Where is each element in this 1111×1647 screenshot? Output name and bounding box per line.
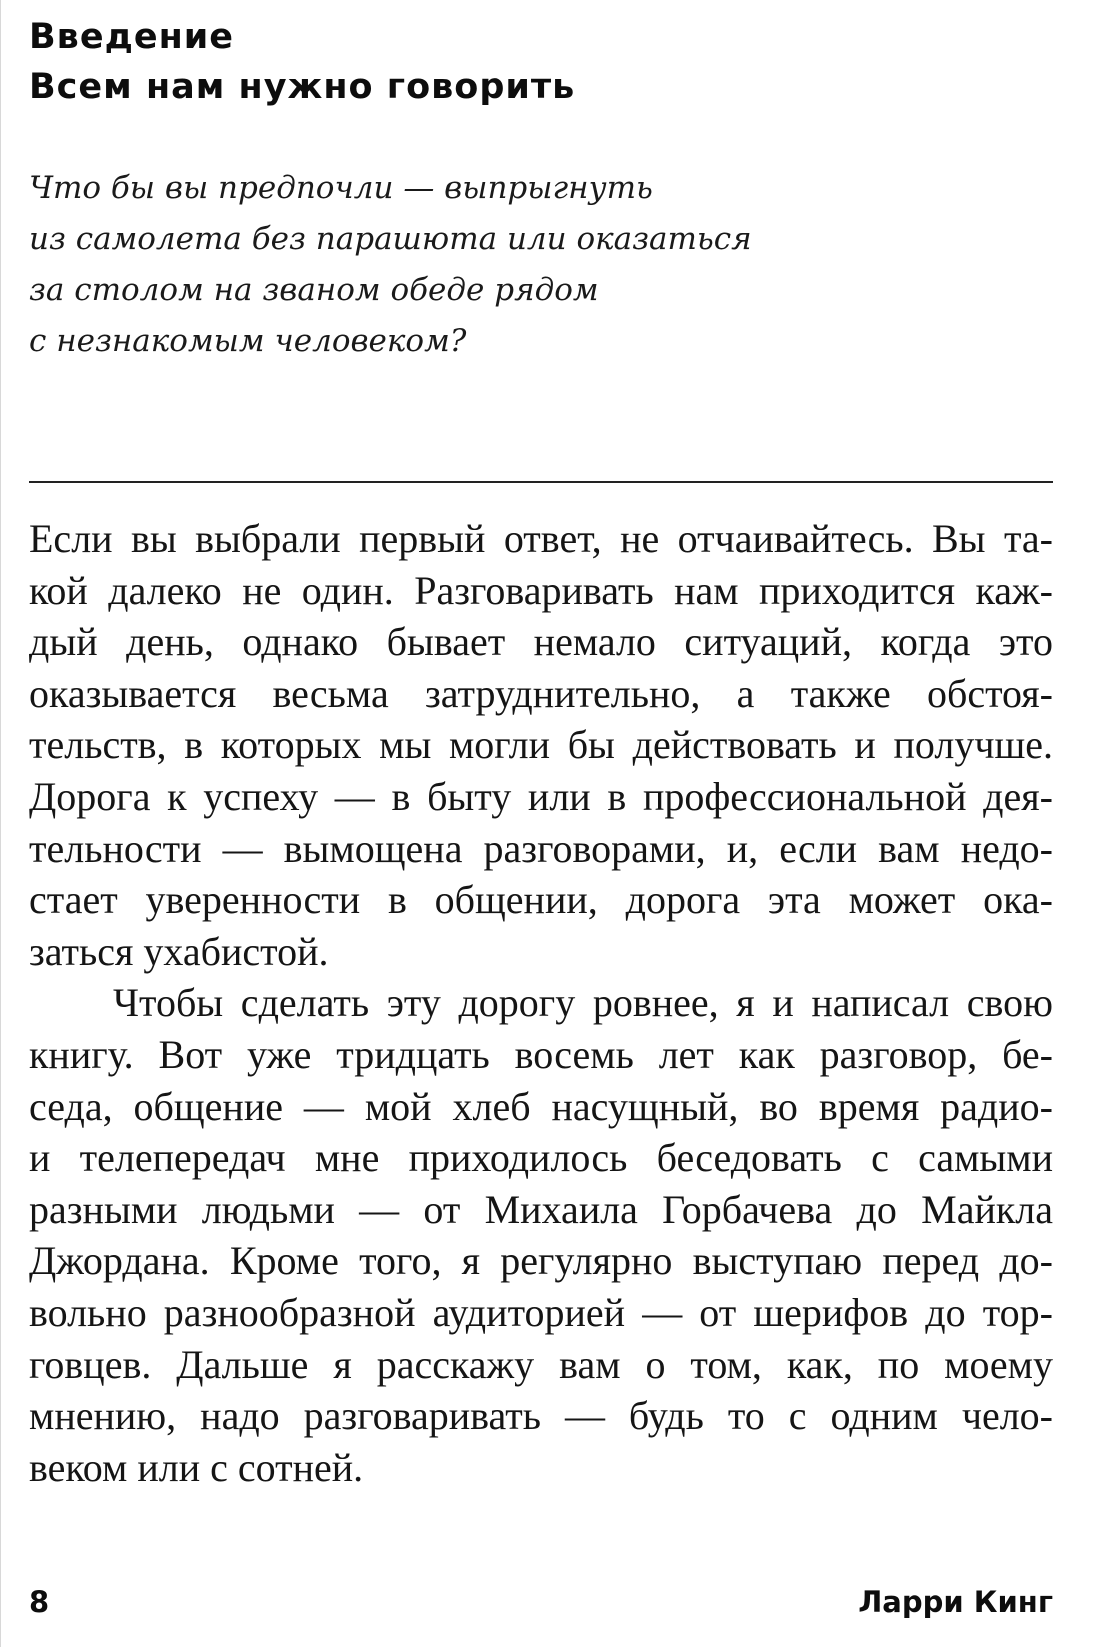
text-line: книгу. Вот уже тридцать восемь лет как разговор, бе- [29, 1031, 1053, 1077]
text-line: тельств, в которых мы могли бы действовать и получше. [29, 722, 1053, 768]
chapter-label: Введение [29, 17, 235, 57]
epigraph-line: из самолета без парашюта или оказаться [29, 221, 752, 257]
text-line: и телепередач мне приходилось беседовать с самыми [29, 1135, 1053, 1181]
text-line: вольно разнообразной аудиторией — от шерифов до тор- [29, 1289, 1053, 1335]
running-footer-author: Ларри Кинг [858, 1585, 1053, 1619]
text-line: тельности — вымощена разговорами, и, если вам недо- [29, 825, 1053, 871]
text-line: оказывается весьма затруднительно, а также обстоя- [29, 670, 1053, 716]
paragraph-2 [29, 977, 1053, 1493]
text-line: Джордана. Кроме того, я регулярно выступаю перед до- [29, 1238, 1053, 1284]
chapter-heading [29, 12, 1049, 112]
epigraph-line: Что бы вы предпочли — выпрыгнуть [29, 170, 653, 206]
text-line: Если вы выбрали первый ответ, не отчаивайтесь. Вы та- [29, 516, 1053, 561]
epigraph-line: за столом на званом обеде рядом [29, 272, 599, 308]
page-number: 8 [29, 1585, 50, 1619]
text-line: мнению, надо разговаривать — будь то с одним чело- [29, 1393, 1053, 1439]
text-line: заться ухабистой. [29, 928, 329, 974]
text-line: Дорога к успеху — в быту или в профессиональной дея- [29, 773, 1053, 819]
body-text [29, 513, 1053, 1493]
text-line: разными людьми — от Михаила Горбачева до Майкла [29, 1186, 1053, 1232]
paragraph-1 [29, 513, 1053, 977]
text-line: веком или с сотней. [29, 1444, 364, 1490]
text-line: Чтобы сделать эту дорогу ровнее, я и написал свою [113, 980, 1053, 1026]
text-line: кой далеко не один. Разговаривать нам приходится каж- [29, 567, 1053, 613]
epigraph [29, 163, 1029, 367]
epigraph-line: с незнакомым человеком? [29, 323, 467, 359]
chapter-title: Всем нам нужно говорить [29, 67, 576, 107]
text-line: дый день, однако бывает немало ситуаций, когда это [29, 619, 1053, 665]
text-line: говцев. Дальше я расскажу вам о том, как, по моему [29, 1341, 1053, 1387]
text-line: седа, общение — мой хлеб насущный, во время радио- [29, 1083, 1053, 1129]
text-line: стает уверенности в общении, дорога эта может ока- [29, 877, 1053, 923]
section-divider [29, 481, 1053, 483]
